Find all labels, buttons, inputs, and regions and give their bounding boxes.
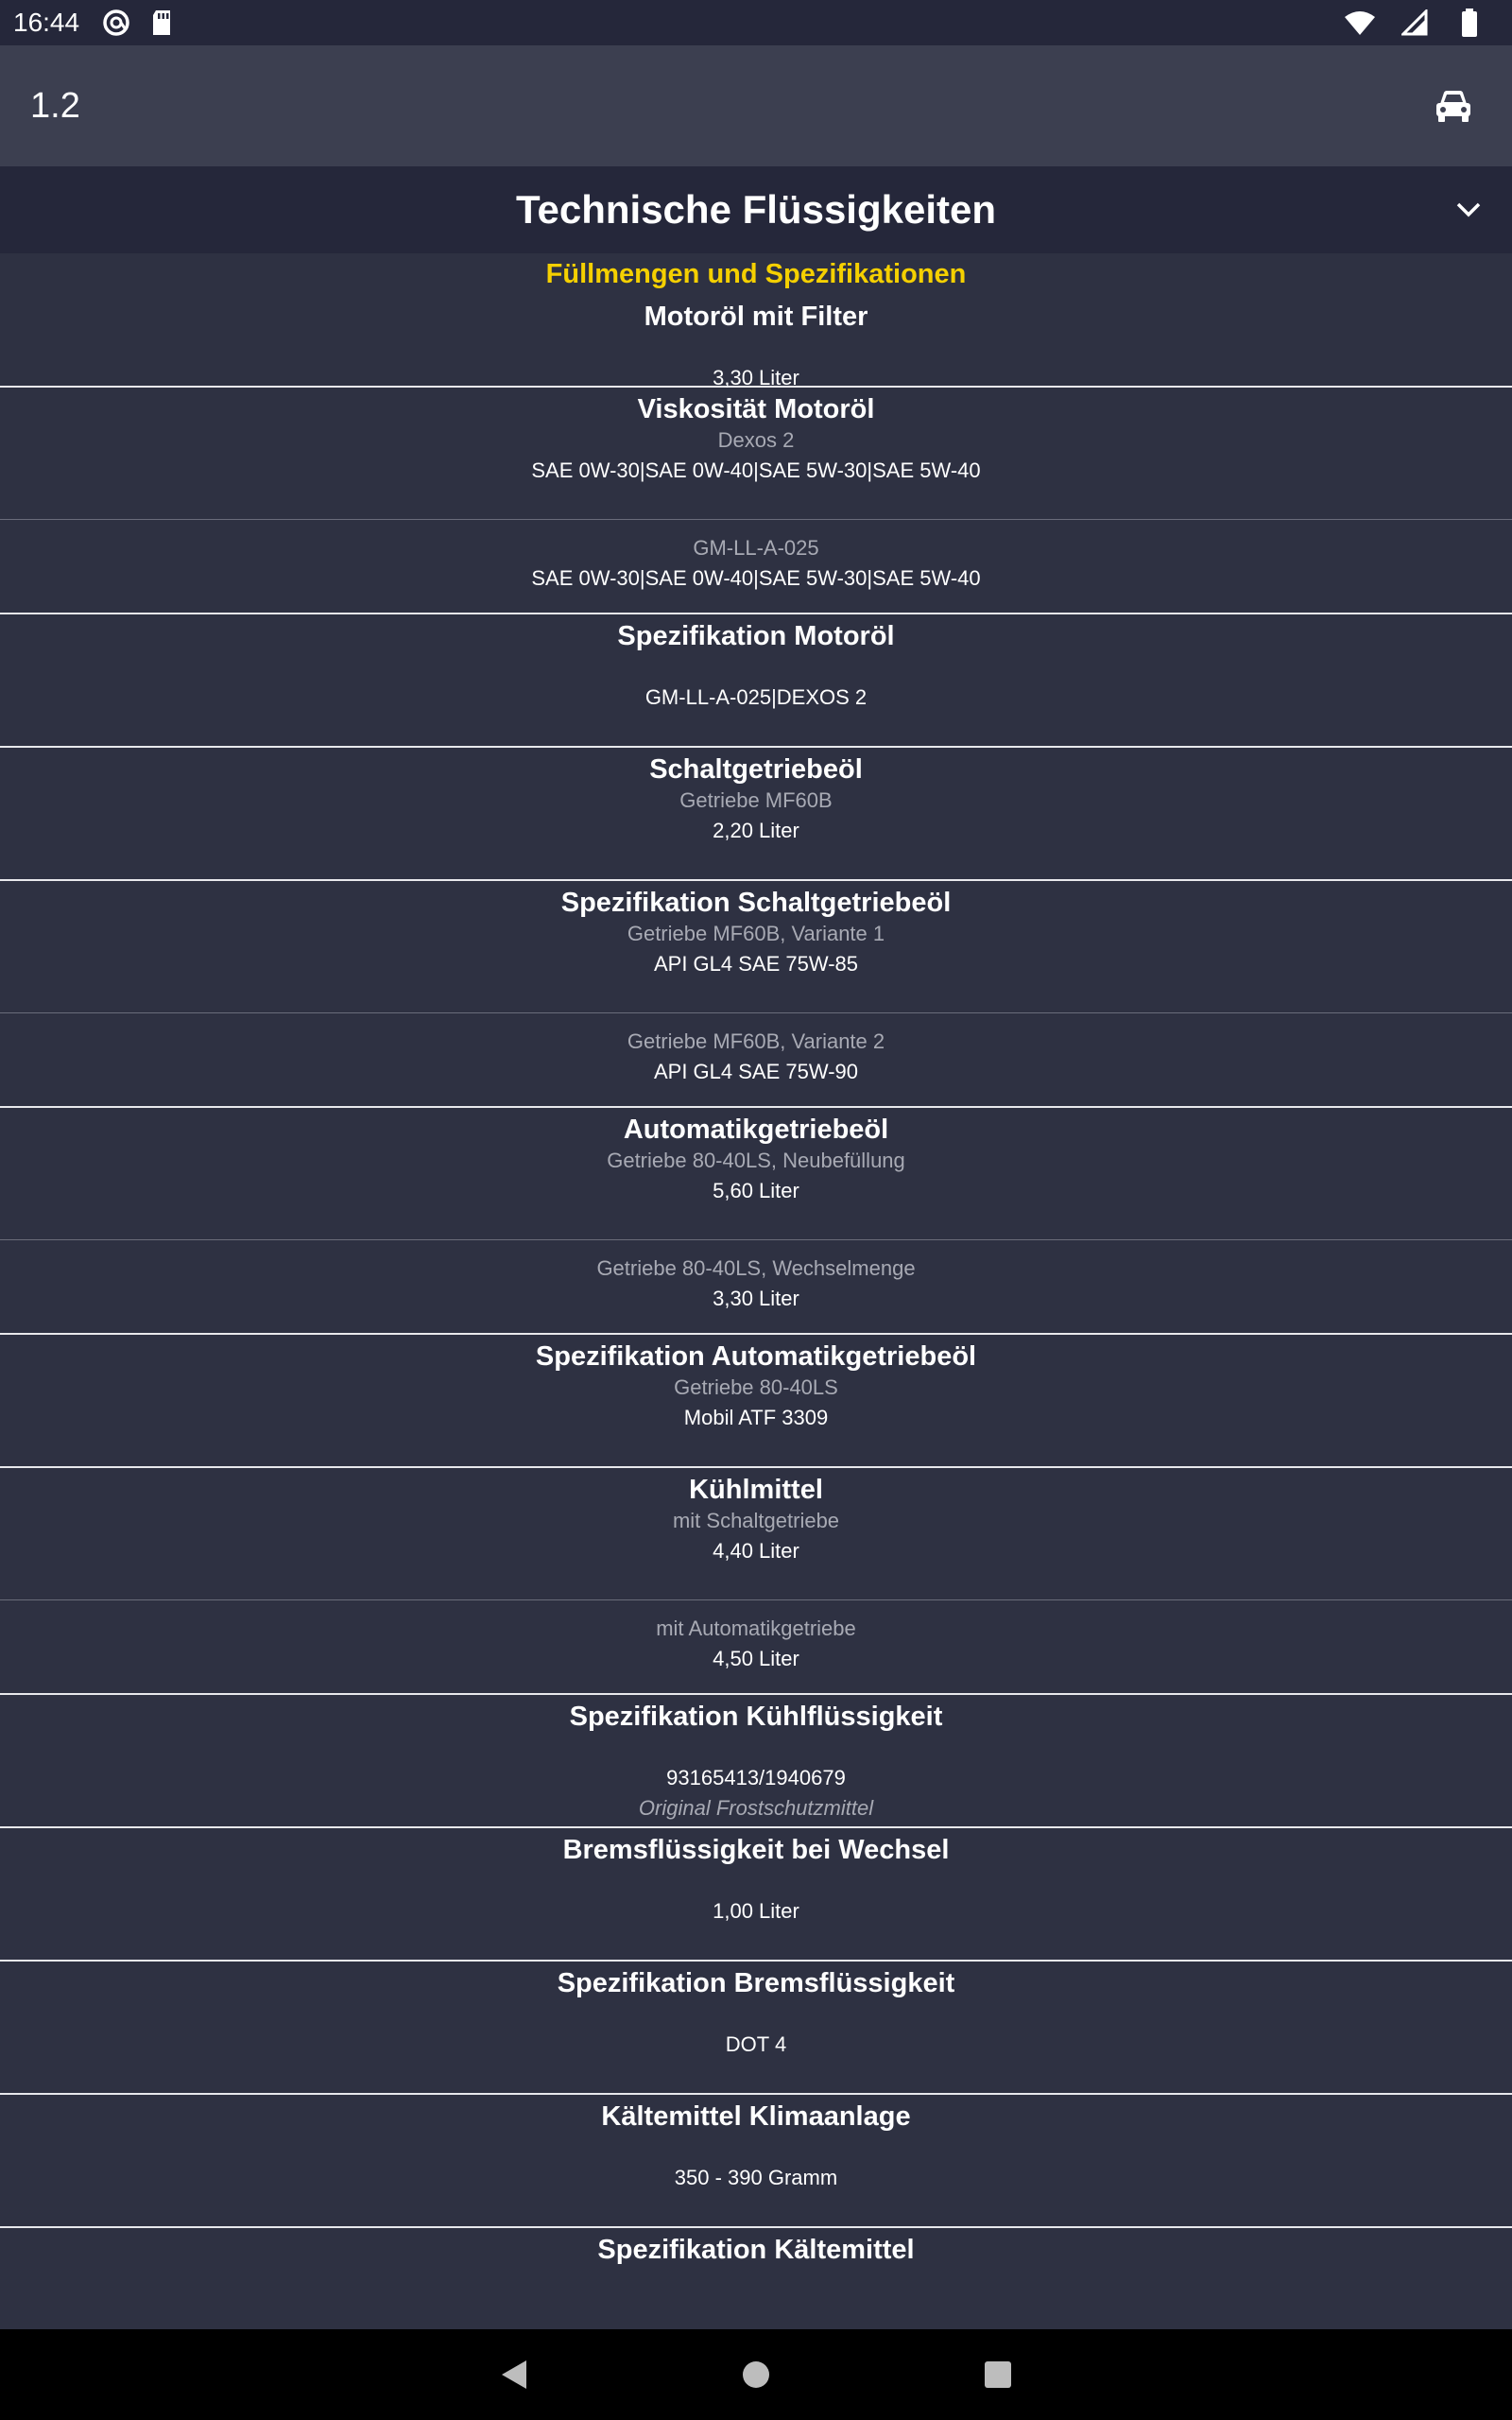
item-value: 4,40 Liter [713, 1539, 799, 1563]
item-value: 1,00 Liter [713, 1899, 799, 1923]
item-name: Motoröl mit Filter [644, 302, 868, 332]
item-name: Automatikgetriebeöl [623, 1115, 889, 1145]
item-value: 4,50 Liter [713, 1647, 799, 1670]
at-sign-icon [100, 7, 132, 39]
item-value: SAE 0W-30|SAE 0W-40|SAE 5W-30|SAE 5W-40 [531, 566, 981, 590]
list-item [0, 614, 1512, 746]
status-time: 16:44 [13, 8, 80, 37]
sd-card-icon [146, 7, 178, 39]
list-item [0, 1240, 1512, 1333]
item-value: 3,30 Liter [713, 366, 799, 389]
list-item [0, 1335, 1512, 1466]
item-value: GM-LL-A-025|DEXOS 2 [644, 685, 868, 709]
item-name: Kühlmittel [689, 1475, 823, 1505]
item-value: API GL4 SAE 75W-85 [653, 952, 859, 976]
item-condition: Getriebe 80-40LS, Wechselmenge [596, 1256, 916, 1280]
list-item [0, 520, 1512, 613]
list-item [0, 1468, 1512, 1599]
item-condition: Dexos 2 [717, 428, 795, 452]
section-header[interactable] [0, 166, 1512, 253]
item-value: 93165413/1940679 [666, 1766, 846, 1789]
list-item [0, 748, 1512, 879]
navigation-bar [0, 2329, 1512, 2420]
item-condition: mit Automatikgetriebe [656, 1616, 856, 1640]
chevron-down-icon[interactable] [1446, 187, 1491, 233]
list-item [0, 2095, 1512, 2226]
item-value: API GL4 SAE 75W-90 [653, 1060, 859, 1083]
item-name: Schaltgetriebeöl [649, 754, 863, 785]
item-name: Spezifikation Bremsflüssigkeit [557, 1968, 955, 1998]
item-condition: Getriebe 80-40LS, Neubefüllung [607, 1149, 905, 1172]
subheading: Füllmengen und Spezifikationen [545, 259, 967, 289]
list-item [0, 1600, 1512, 1693]
item-condition: Getriebe MF60B, Variante 2 [627, 1029, 885, 1053]
item-name: Spezifikation Kältemittel [597, 2235, 915, 2265]
item-value: 2,20 Liter [713, 819, 799, 842]
list-item [0, 295, 1512, 389]
list-item [0, 1108, 1512, 1239]
back-icon[interactable] [486, 2346, 542, 2403]
item-value: 3,30 Liter [713, 1287, 799, 1310]
status-bar [0, 0, 1512, 45]
item-note: Original Frostschutzmittel [638, 1796, 874, 1820]
list-item [0, 1962, 1512, 2093]
item-value: DOT 4 [725, 2032, 787, 2056]
item-condition: Getriebe MF60B, Variante 1 [627, 922, 885, 945]
item-name: Kältemittel Klimaanlage [601, 2101, 911, 2132]
list-item [0, 881, 1512, 1012]
signal-icon [1399, 7, 1431, 39]
item-value: 350 - 390 Gramm [674, 2166, 838, 2189]
battery-icon [1453, 7, 1486, 39]
item-condition: mit Schaltgetriebe [672, 1509, 840, 1532]
item-name: Spezifikation Automatikgetriebeöl [535, 1341, 977, 1372]
app-title: 1.2 [30, 85, 80, 126]
section-title: Technische Flüssigkeiten [515, 187, 997, 232]
list-item [0, 1828, 1512, 1960]
app-bar [0, 45, 1512, 166]
recents-icon[interactable] [970, 2346, 1026, 2403]
list-item [0, 1013, 1512, 1106]
item-value: Mobil ATF 3309 [683, 1406, 829, 1429]
car-icon[interactable] [1425, 78, 1482, 134]
item-name: Spezifikation Motoröl [617, 621, 895, 651]
item-condition: Getriebe MF60B [679, 788, 833, 812]
item-name: Spezifikation Kühlflüssigkeit [569, 1702, 943, 1732]
list-item [0, 388, 1512, 519]
fluids-list[interactable] [0, 253, 1512, 2329]
list-item [0, 1695, 1512, 1826]
item-name: Viskosität Motoröl [637, 394, 875, 424]
item-condition: Getriebe 80-40LS [674, 1375, 838, 1399]
item-name: Spezifikation Schaltgetriebeöl [560, 888, 952, 918]
list-item [0, 2228, 1512, 2329]
home-icon[interactable] [728, 2346, 784, 2403]
item-name: Bremsflüssigkeit bei Wechsel [562, 1835, 950, 1865]
item-value: 5,60 Liter [713, 1179, 799, 1202]
wifi-icon [1344, 7, 1376, 39]
item-condition: GM-LL-A-025 [693, 536, 819, 560]
item-value: SAE 0W-30|SAE 0W-40|SAE 5W-30|SAE 5W-40 [531, 458, 981, 482]
